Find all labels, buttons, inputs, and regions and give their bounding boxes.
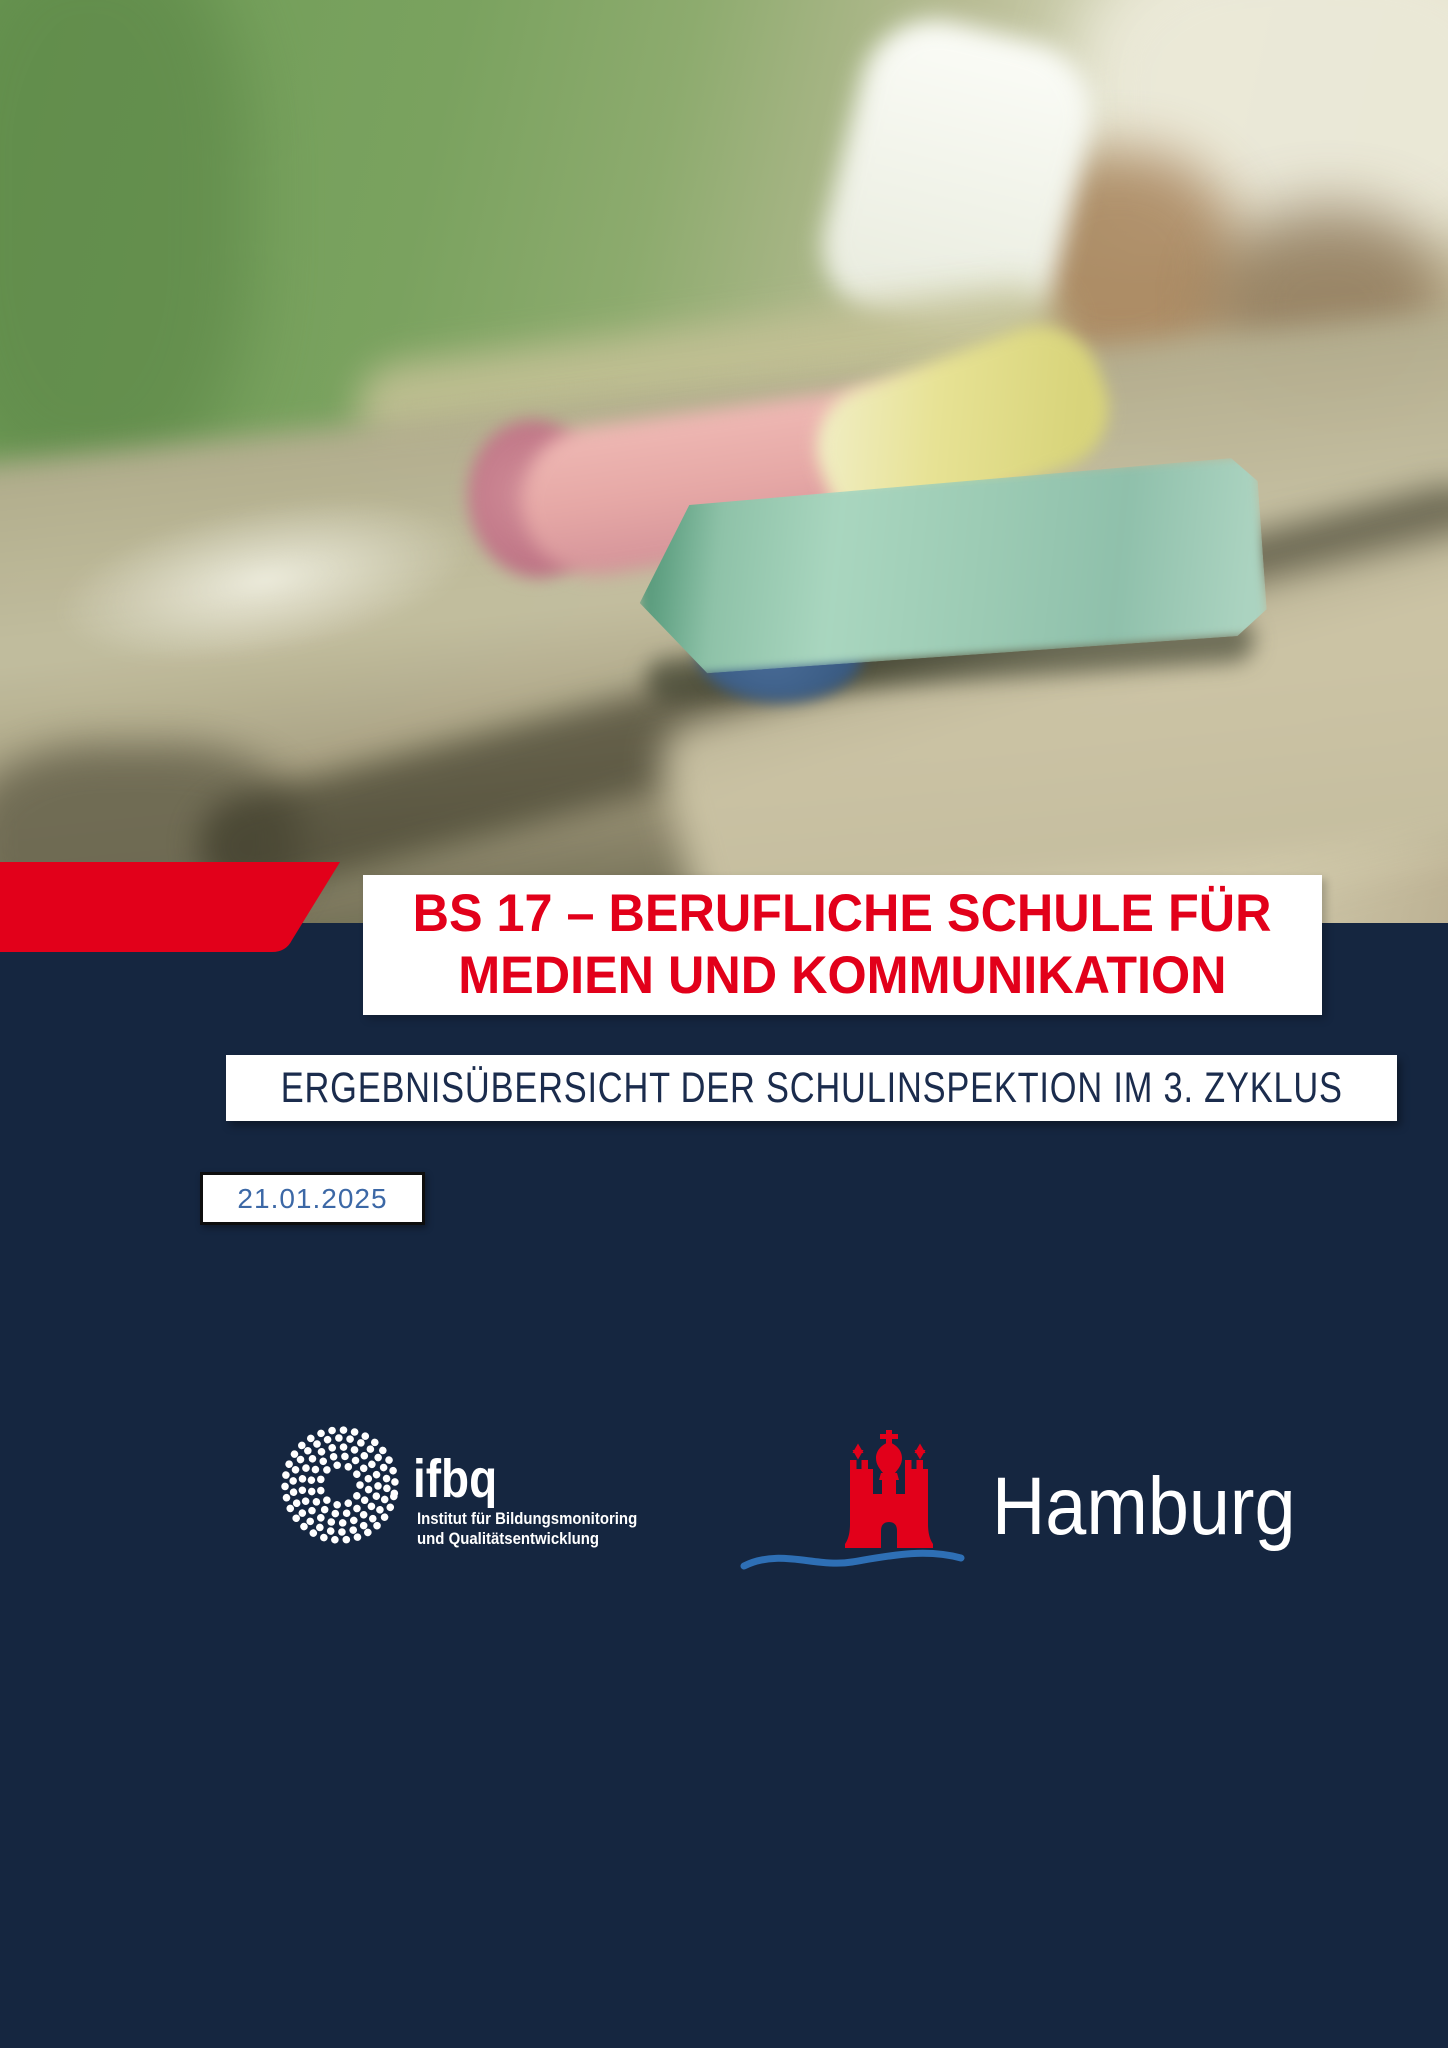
hamburg-castle-icon — [845, 1430, 933, 1554]
subtitle-banner — [226, 1055, 1397, 1121]
cover-photo — [0, 0, 1448, 923]
school-title-banner — [363, 875, 1322, 1015]
school-title-line1: BS 17 – BERUFLICHE SCHULE FÜR — [413, 884, 1272, 943]
red-ribbon — [0, 860, 345, 954]
ifbq-tagline-line2: und Qualitätsentwicklung — [417, 1528, 600, 1548]
ifbq-wordmark: ifbq — [413, 1449, 498, 1509]
date-badge — [200, 1172, 425, 1225]
date-text: 21.01.2025 — [237, 1182, 388, 1214]
ifbq-dot-ring-icon — [281, 1426, 399, 1544]
subtitle-text: ERGEBNISÜBERSICHT DER SCHULINSPEKTION IM 3. ZYKLUS — [280, 1063, 1343, 1112]
chalkboard-green-area — [0, 0, 250, 490]
ifbq-tagline — [417, 1509, 637, 1548]
hamburg-wordmark: Hamburg — [992, 1461, 1296, 1552]
ifbq-tagline-line1: Institut für Bildungsmonitoring — [417, 1509, 638, 1528]
school-title-line2: MEDIEN UND KOMMUNIKATION — [458, 946, 1227, 1005]
